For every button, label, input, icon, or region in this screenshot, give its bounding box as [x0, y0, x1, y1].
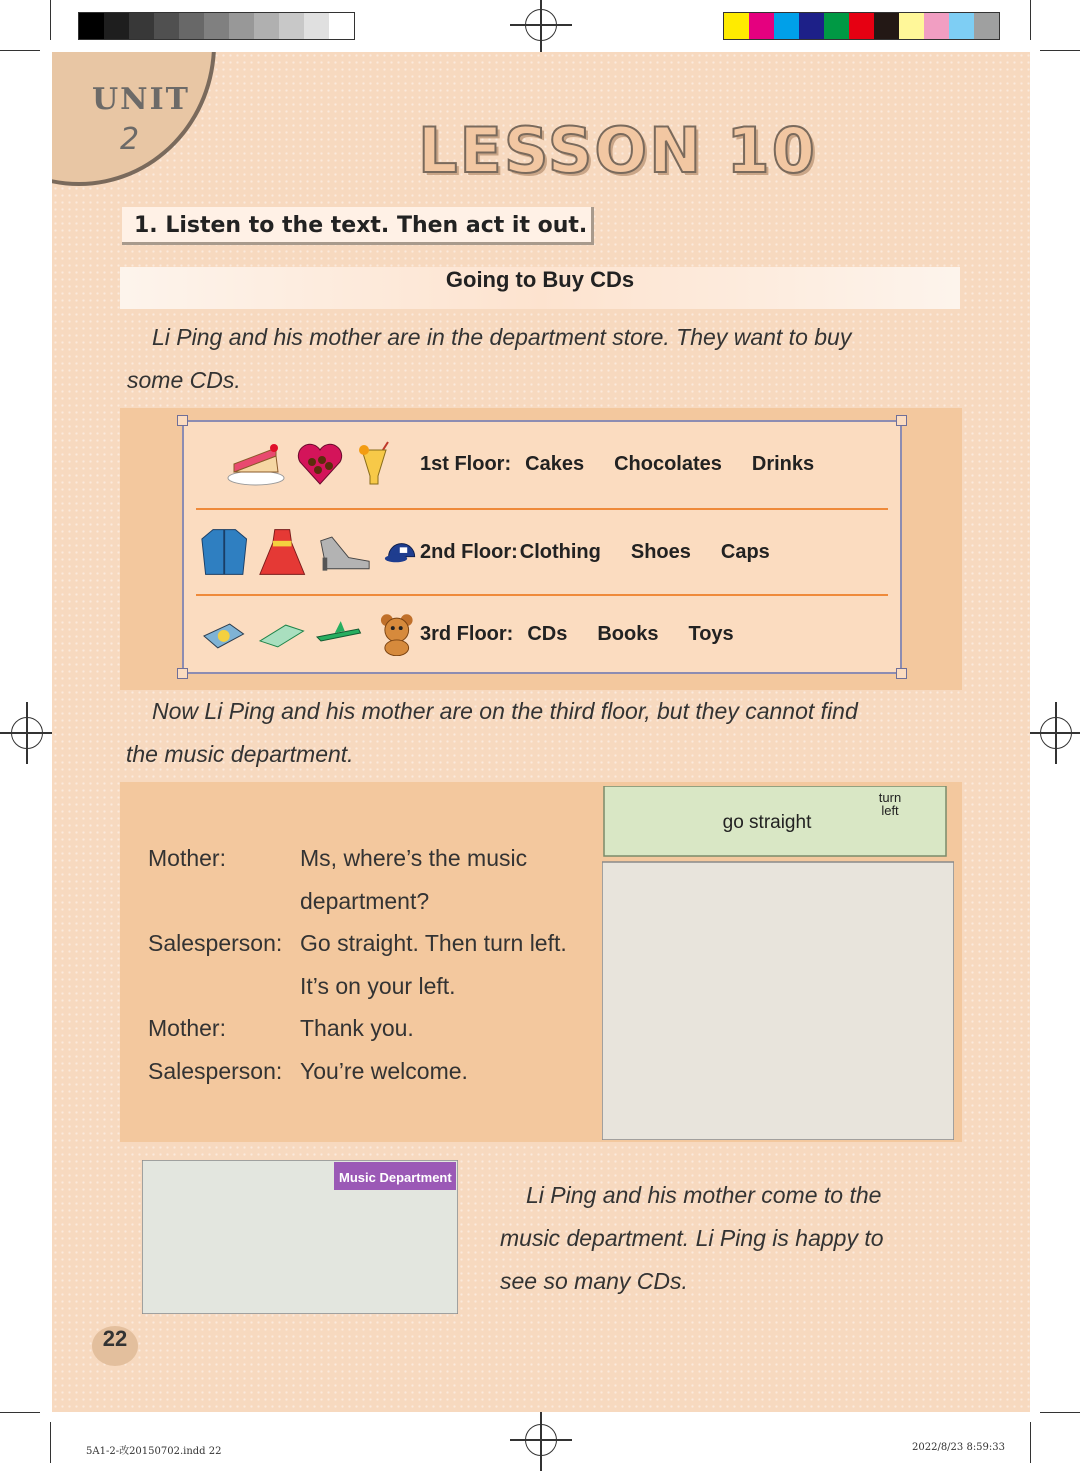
frame-corner: [896, 668, 907, 679]
floor-row-1: [200, 422, 884, 506]
crop-mark: [1040, 50, 1080, 51]
floor-3-label: 3rd Floor:: [420, 622, 514, 645]
floor-item: Books: [597, 622, 659, 645]
speech: department?: [300, 887, 430, 914]
dialogue-line: [148, 1050, 588, 1092]
intro-line-1: Li Ping and his mother are in the department store. They want to buy: [152, 324, 852, 350]
registration-mark-bottom: [525, 1424, 557, 1456]
closing-line-1: Li Ping and his mother come to the: [526, 1182, 882, 1208]
crop-mark: [50, 1422, 51, 1463]
store-illustration-placeholder: [602, 786, 954, 1140]
turn-left-label-top: turn: [878, 790, 902, 805]
floor-item: CDs: [527, 622, 568, 645]
speech: Go straight. Then turn left.: [300, 929, 567, 956]
speech: It’s on your left.: [300, 972, 456, 999]
cake-icon: [226, 442, 286, 486]
cap-icon: [383, 535, 420, 569]
floor-item: Cakes: [525, 452, 585, 475]
registration-mark-top: [525, 9, 557, 41]
book-icon: [258, 619, 306, 649]
floor-item: Caps: [720, 540, 770, 563]
dialogue-line: [148, 922, 588, 964]
story-title: Going to Buy CDs: [120, 267, 960, 309]
drink-icon: [354, 440, 394, 488]
instruction-heading: 1. Listen to the text. Then act it out.: [122, 207, 594, 245]
crop-mark: [0, 1412, 40, 1413]
speech: Ms, where’s the music: [300, 844, 528, 871]
dialogue-line: [148, 1007, 588, 1049]
dialogue-line: [148, 837, 588, 879]
floor-1-icons: [200, 440, 420, 488]
speech: Thank you.: [300, 1014, 414, 1041]
go-straight-label: go straight: [722, 812, 812, 833]
unit-label: UNIT: [92, 82, 190, 117]
color-bar: [723, 12, 1000, 40]
dress-icon: [258, 524, 306, 580]
dialogue-line: [148, 880, 588, 922]
floor-item: Chocolates: [614, 452, 722, 475]
registration-mark-right: [1040, 717, 1072, 749]
floor-3-items: [527, 623, 733, 646]
intro-line-2: some CDs.: [127, 367, 241, 393]
crop-mark: [0, 50, 40, 51]
floor-item: Shoes: [630, 540, 691, 563]
crop-mark: [1030, 0, 1031, 40]
floor-1-items: [525, 453, 814, 476]
dialogue-line: [148, 965, 588, 1007]
frame-corner: [896, 415, 907, 426]
crop-mark: [50, 0, 51, 40]
music-department-sign-text: Music Department: [339, 1170, 452, 1185]
music-department-illustration: [142, 1160, 458, 1314]
store-scene-placeholder: [602, 862, 954, 1140]
registration-mark-left: [11, 717, 43, 749]
grayscale-bar: [78, 12, 355, 40]
closing-line-3: see so many CDs.: [500, 1268, 688, 1294]
print-slug-file: 5A1-2-改20150702.indd 22: [86, 1446, 222, 1457]
page-number: 22: [92, 1326, 138, 1366]
jacket-icon: [200, 524, 248, 580]
floor-3-icons: [200, 612, 420, 656]
floor-item: Toys: [688, 622, 734, 645]
crop-mark: [1030, 1422, 1031, 1463]
unit-badge: [52, 52, 216, 186]
floor-2-icons: [200, 524, 420, 580]
floor-1-label: 1st Floor:: [420, 452, 512, 475]
speaker: Salesperson:: [148, 929, 283, 956]
shoes-icon: [317, 528, 373, 576]
floor-item: Clothing: [519, 540, 601, 563]
cd-icon: [200, 616, 248, 652]
toy-plane-icon: [315, 619, 363, 649]
chocolate-box-icon: [296, 442, 344, 486]
unit-number: 2: [120, 122, 140, 157]
lesson-title: LESSON 10: [418, 114, 817, 187]
floor-2-label: 2nd Floor:: [420, 540, 518, 563]
turn-left-label-bottom: left: [881, 803, 899, 818]
floor-2-items: [520, 541, 770, 564]
floor-row-3: [200, 592, 884, 676]
music-illustration-placeholder: [142, 1160, 458, 1314]
floor-row-2: [200, 510, 884, 594]
textbook-page: [52, 52, 1030, 1412]
speaker: Mother:: [148, 1014, 226, 1041]
speaker: Mother:: [148, 844, 226, 871]
frame-corner: [177, 668, 188, 679]
closing-line-2: music department. Li Ping is happy to: [500, 1225, 884, 1251]
print-slug-date: 2022/8/23 8:59:33: [912, 1442, 1006, 1453]
store-directory: [182, 420, 902, 674]
narration-line-2: the music department.: [126, 741, 354, 767]
store-illustration: [602, 786, 954, 1140]
floor-item: Drinks: [751, 452, 815, 475]
teddy-bear-icon: [373, 612, 421, 656]
speaker: Salesperson:: [148, 1057, 283, 1084]
speech: You’re welcome.: [300, 1057, 468, 1084]
frame-corner: [177, 415, 188, 426]
crop-mark: [1040, 1412, 1080, 1413]
narration-line-1: Now Li Ping and his mother are on the third floor, but they cannot find: [152, 698, 858, 724]
